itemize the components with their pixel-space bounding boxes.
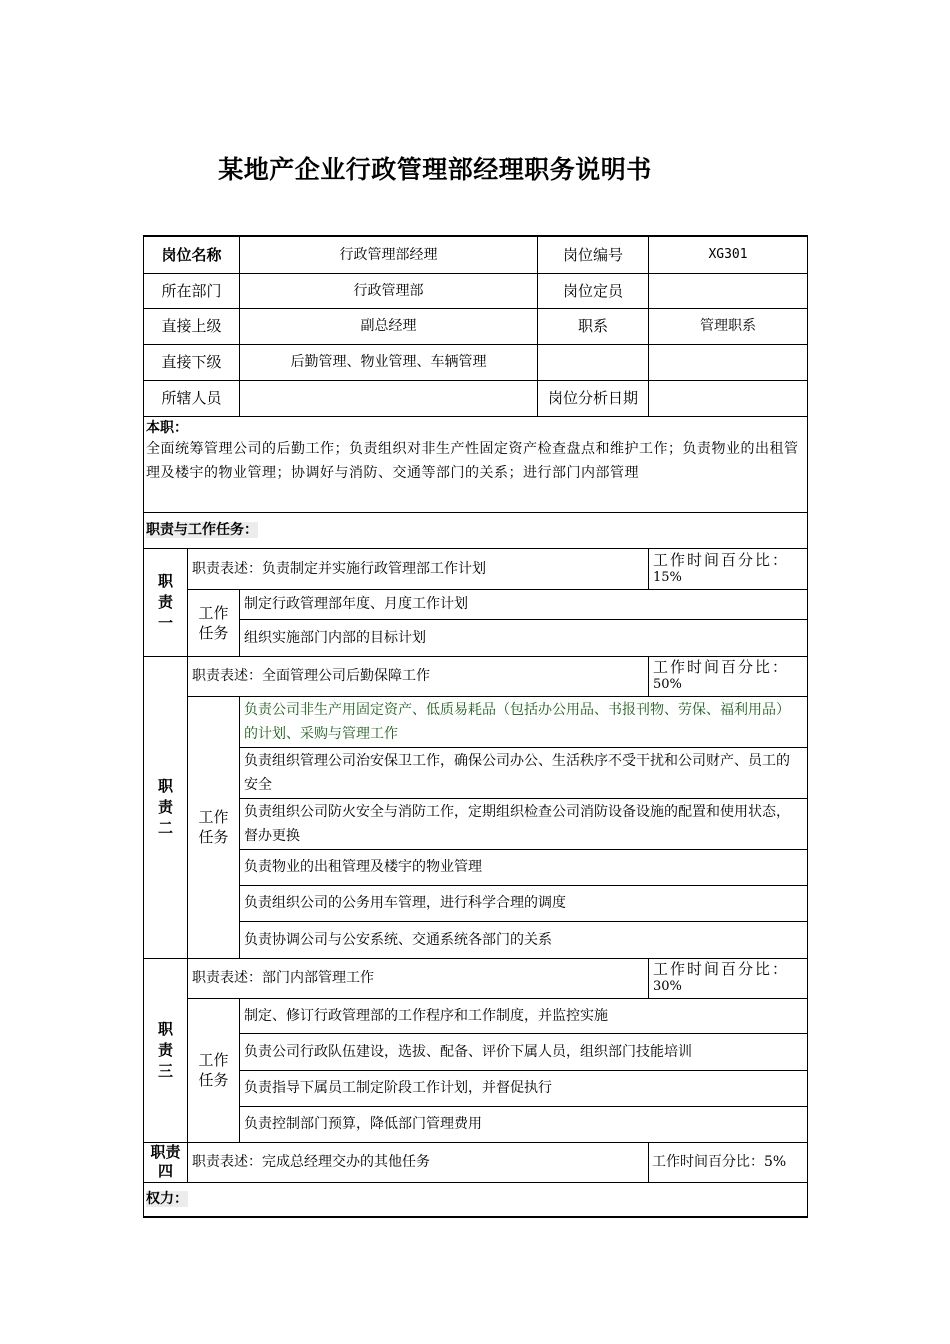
duty-row <box>144 656 808 696</box>
info-value: XG301 <box>649 236 808 273</box>
info-label: 岗位分析日期 <box>538 380 649 416</box>
task-label: 工作 任务 <box>188 696 240 958</box>
info-row <box>144 273 808 308</box>
info-label: 所在部门 <box>144 273 240 308</box>
duty-percentage: 工作时间百分比： 30% <box>649 958 808 998</box>
duty-label: 职 责 二 <box>144 656 188 958</box>
task-row <box>144 1106 808 1142</box>
info-value: 行政管理部 <box>240 273 538 308</box>
benzhi-row <box>144 416 808 512</box>
task-row <box>144 589 808 619</box>
duty-percentage: 工作时间百分比： 50% <box>649 656 808 696</box>
duty-description: 职责表述：负责制定并实施行政管理部工作计划 <box>188 548 649 589</box>
task-row <box>144 921 808 958</box>
task-row <box>144 747 808 798</box>
task-row <box>144 1070 808 1106</box>
task-item: 负责公司非生产用固定资产、低质易耗品（包括办公用品、书报刊物、劳保、福利用品）的计划、采购与管理工作 <box>240 696 808 747</box>
duty-description: 职责表述：部门内部管理工作 <box>188 958 649 998</box>
task-item: 负责组织公司的公务用车管理，进行科学合理的调度 <box>240 885 808 921</box>
job-description-table <box>143 235 808 1218</box>
duties-heading: 职责与工作任务： <box>146 522 258 538</box>
info-row <box>144 236 808 273</box>
duty-label: 职责 四 <box>144 1142 188 1182</box>
info-row <box>144 380 808 416</box>
info-row <box>144 308 808 344</box>
info-value <box>649 380 808 416</box>
duty-label: 职 责 一 <box>144 548 188 656</box>
duty-row <box>144 1142 808 1182</box>
info-label: 职系 <box>538 308 649 344</box>
info-label: 岗位定员 <box>538 273 649 308</box>
task-item: 负责公司行政队伍建设，选拔、配备、评价下属人员，组织部门技能培训 <box>240 1033 808 1070</box>
task-item: 制定、修订行政管理部的工作程序和工作制度，并监控实施 <box>240 998 808 1033</box>
task-item: 负责指导下属员工制定阶段工作计划，并督促执行 <box>240 1070 808 1106</box>
task-item: 负责物业的出租管理及楼宇的物业管理 <box>240 849 808 885</box>
info-label: 直接上级 <box>144 308 240 344</box>
info-label <box>538 344 649 380</box>
task-label: 工作 任务 <box>188 998 240 1142</box>
task-item: 负责控制部门预算，降低部门管理费用 <box>240 1106 808 1142</box>
duties-heading-row <box>144 512 808 548</box>
info-label: 直接下级 <box>144 344 240 380</box>
task-item: 负责组织公司防火安全与消防工作，定期组织检查公司消防设备设施的配置和使用状态，督办更换 <box>240 798 808 849</box>
benzhi-heading: 本职： <box>146 419 188 436</box>
duty-row <box>144 548 808 589</box>
info-value <box>240 380 538 416</box>
info-value: 行政管理部经理 <box>240 236 538 273</box>
info-value <box>649 344 808 380</box>
info-value: 后勤管理、物业管理、车辆管理 <box>240 344 538 380</box>
info-label: 岗位名称 <box>144 236 240 273</box>
task-row <box>144 696 808 747</box>
info-label: 所辖人员 <box>144 380 240 416</box>
duty-description: 职责表述：全面管理公司后勤保障工作 <box>188 656 649 696</box>
task-item: 负责组织管理公司治安保卫工作，确保公司办公、生活秩序不受干扰和公司财产、员工的安全 <box>240 747 808 798</box>
task-row <box>144 798 808 849</box>
info-value <box>649 273 808 308</box>
duty-label: 职 责 三 <box>144 958 188 1142</box>
power-heading: 权力： <box>146 1191 188 1208</box>
info-value: 管理职系 <box>649 308 808 344</box>
benzhi-text: 全面统筹管理公司的后勤工作；负责组织对非生产性固定资产检查盘点和维护工作；负责物业的出租管理及楼宇的物业管理；协调好与消防、交通等部门的关系；进行部门内部管理 <box>146 440 799 481</box>
duty-description: 职责表述：完成总经理交办的其他任务 <box>188 1142 649 1182</box>
task-item: 负责协调公司与公安系统、交通系统各部门的关系 <box>240 921 808 958</box>
task-row <box>144 998 808 1033</box>
info-row <box>144 344 808 380</box>
duty-row <box>144 958 808 998</box>
info-label: 岗位编号 <box>538 236 649 273</box>
task-row <box>144 1033 808 1070</box>
duty-percentage: 工作时间百分比：5% <box>649 1142 808 1182</box>
task-label: 工作 任务 <box>188 589 240 656</box>
task-item: 制定行政管理部年度、月度工作计划 <box>240 589 808 619</box>
task-item: 组织实施部门内部的目标计划 <box>240 619 808 656</box>
task-row <box>144 849 808 885</box>
duty-percentage: 工作时间百分比： 15% <box>649 548 808 589</box>
task-row <box>144 885 808 921</box>
info-value: 副总经理 <box>240 308 538 344</box>
task-row <box>144 619 808 656</box>
page-title: 某地产企业行政管理部经理职务说明书 <box>218 155 652 184</box>
power-row <box>144 1182 808 1217</box>
